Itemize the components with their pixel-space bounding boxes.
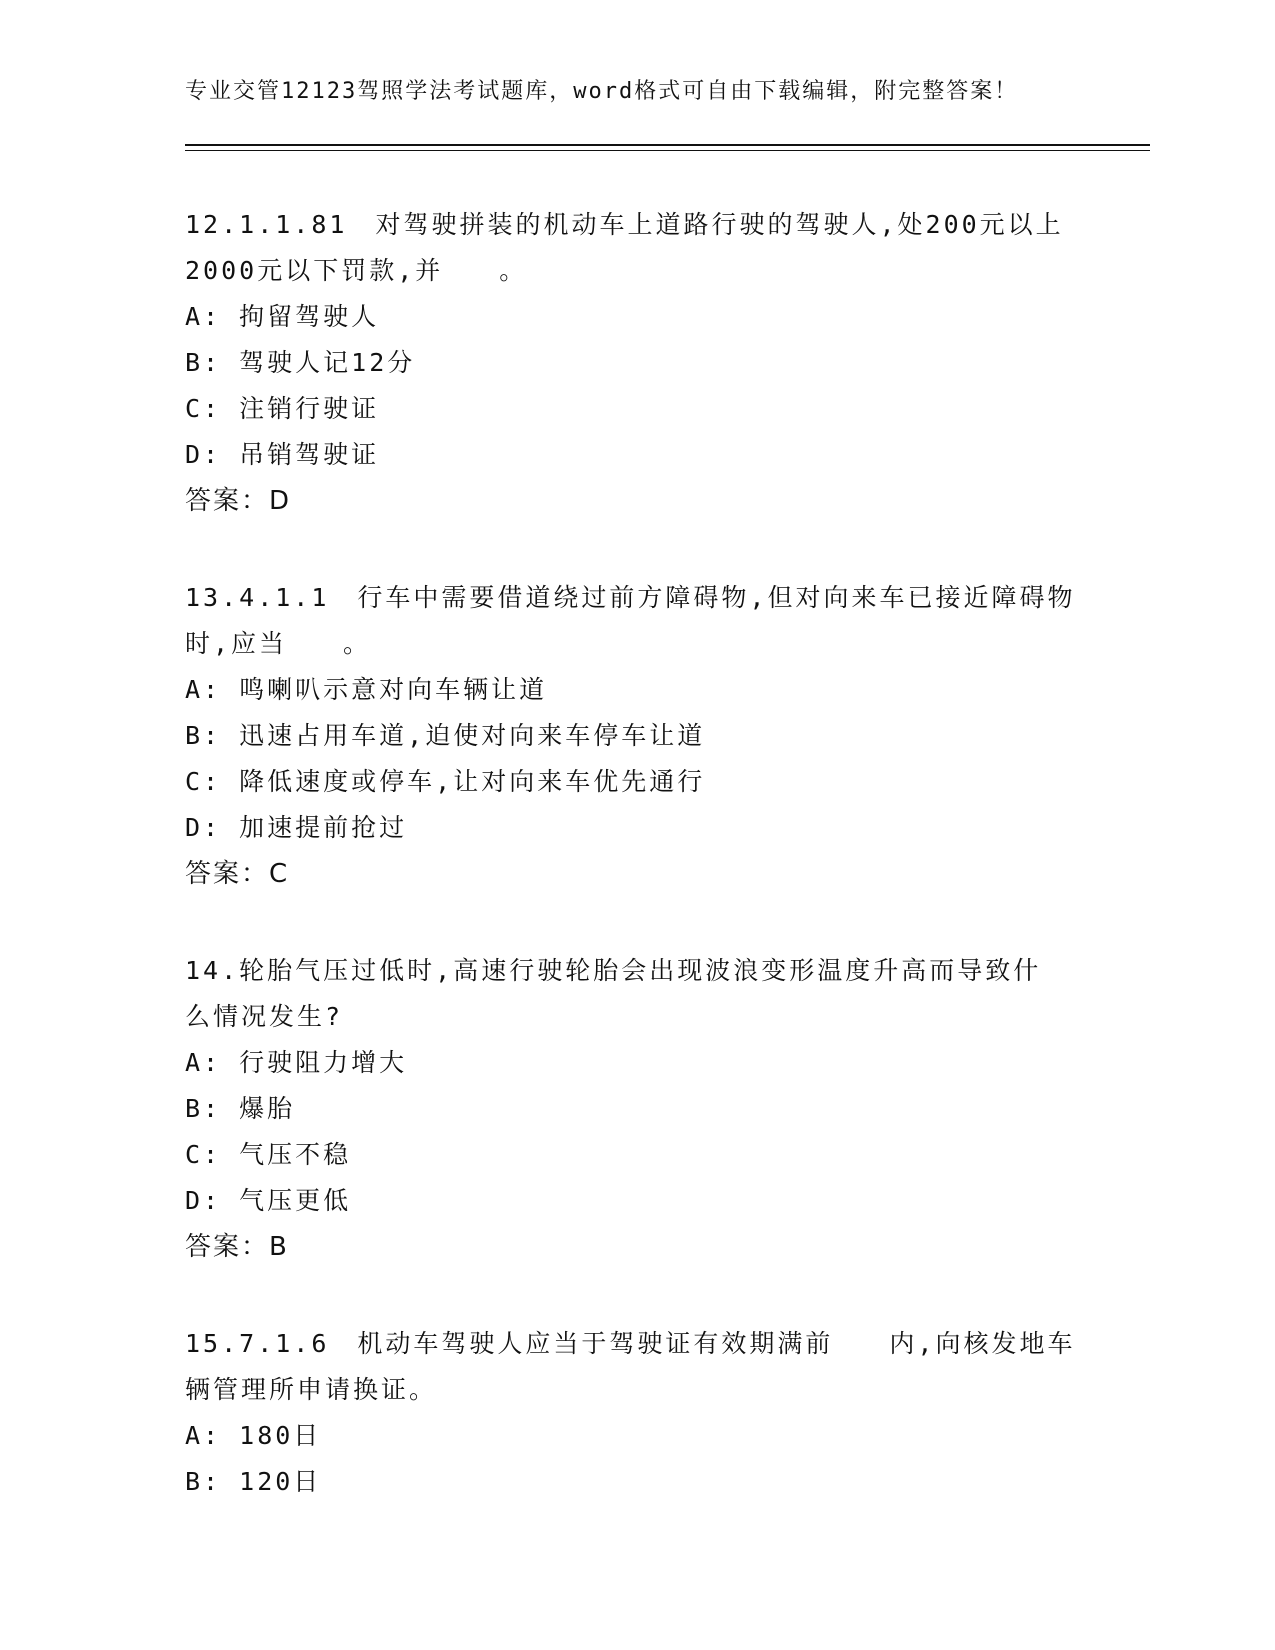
option-b: B: 120日: [185, 1467, 322, 1496]
question-list: [185, 202, 1085, 1556]
question-stem: 14.轮胎气压过低时,高速行驶轮胎会出现波浪变形温度升高而导致什: [185, 956, 1042, 985]
option-a: A: 180日: [185, 1421, 322, 1450]
question-stem: 辆管理所申请换证。: [185, 1375, 438, 1404]
page-header: 专业交管12123驾照学法考试题库，word格式可自由下载编辑，附完整答案！: [185, 79, 1019, 104]
question-item: [185, 202, 1085, 524]
header-divider-thin: [185, 150, 1150, 151]
answer-line: 答案：D: [185, 486, 292, 516]
question-stem: 15.7.1.6 机动车驾驶人应当于驾驶证有效期满前 内,向核发地车: [185, 1329, 1076, 1358]
question-stem: 时,应当 。: [185, 629, 372, 658]
question-stem: 12.1.1.81 对驾驶拼装的机动车上道路行驶的驾驶人,处200元以上: [185, 210, 1064, 239]
answer-line: 答案：C: [185, 859, 290, 889]
option-c: C: 注销行驶证: [185, 394, 380, 423]
option-b: B: 爆胎: [185, 1094, 296, 1123]
option-c: C: 气压不稳: [185, 1140, 352, 1169]
question-stem: 2000元以下罚款,并 。: [185, 256, 528, 285]
answer-line: 答案：B: [185, 1232, 289, 1262]
option-a: A: 行驶阻力增大: [185, 1048, 408, 1077]
question-stem: 么情况发生?: [185, 1002, 344, 1031]
option-a: A: 拘留驾驶人: [185, 302, 380, 331]
header-divider: [185, 144, 1150, 146]
question-stem: 13.4.1.1 行车中需要借道绕过前方障碍物,但对向来车已接近障碍物: [185, 583, 1076, 612]
option-b: B: 迅速占用车道,迫使对向来车停车让道: [185, 721, 706, 750]
question-item: [185, 1321, 1085, 1505]
option-c: C: 降低速度或停车,让对向来车优先通行: [185, 767, 706, 796]
option-a: A: 鸣喇叭示意对向车辆让道: [185, 675, 548, 704]
option-d: D: 加速提前抢过: [185, 813, 408, 842]
question-item: [185, 575, 1085, 897]
question-item: [185, 948, 1085, 1270]
option-b: B: 驾驶人记12分: [185, 348, 416, 377]
option-d: D: 吊销驾驶证: [185, 440, 380, 469]
option-d: D: 气压更低: [185, 1186, 352, 1215]
